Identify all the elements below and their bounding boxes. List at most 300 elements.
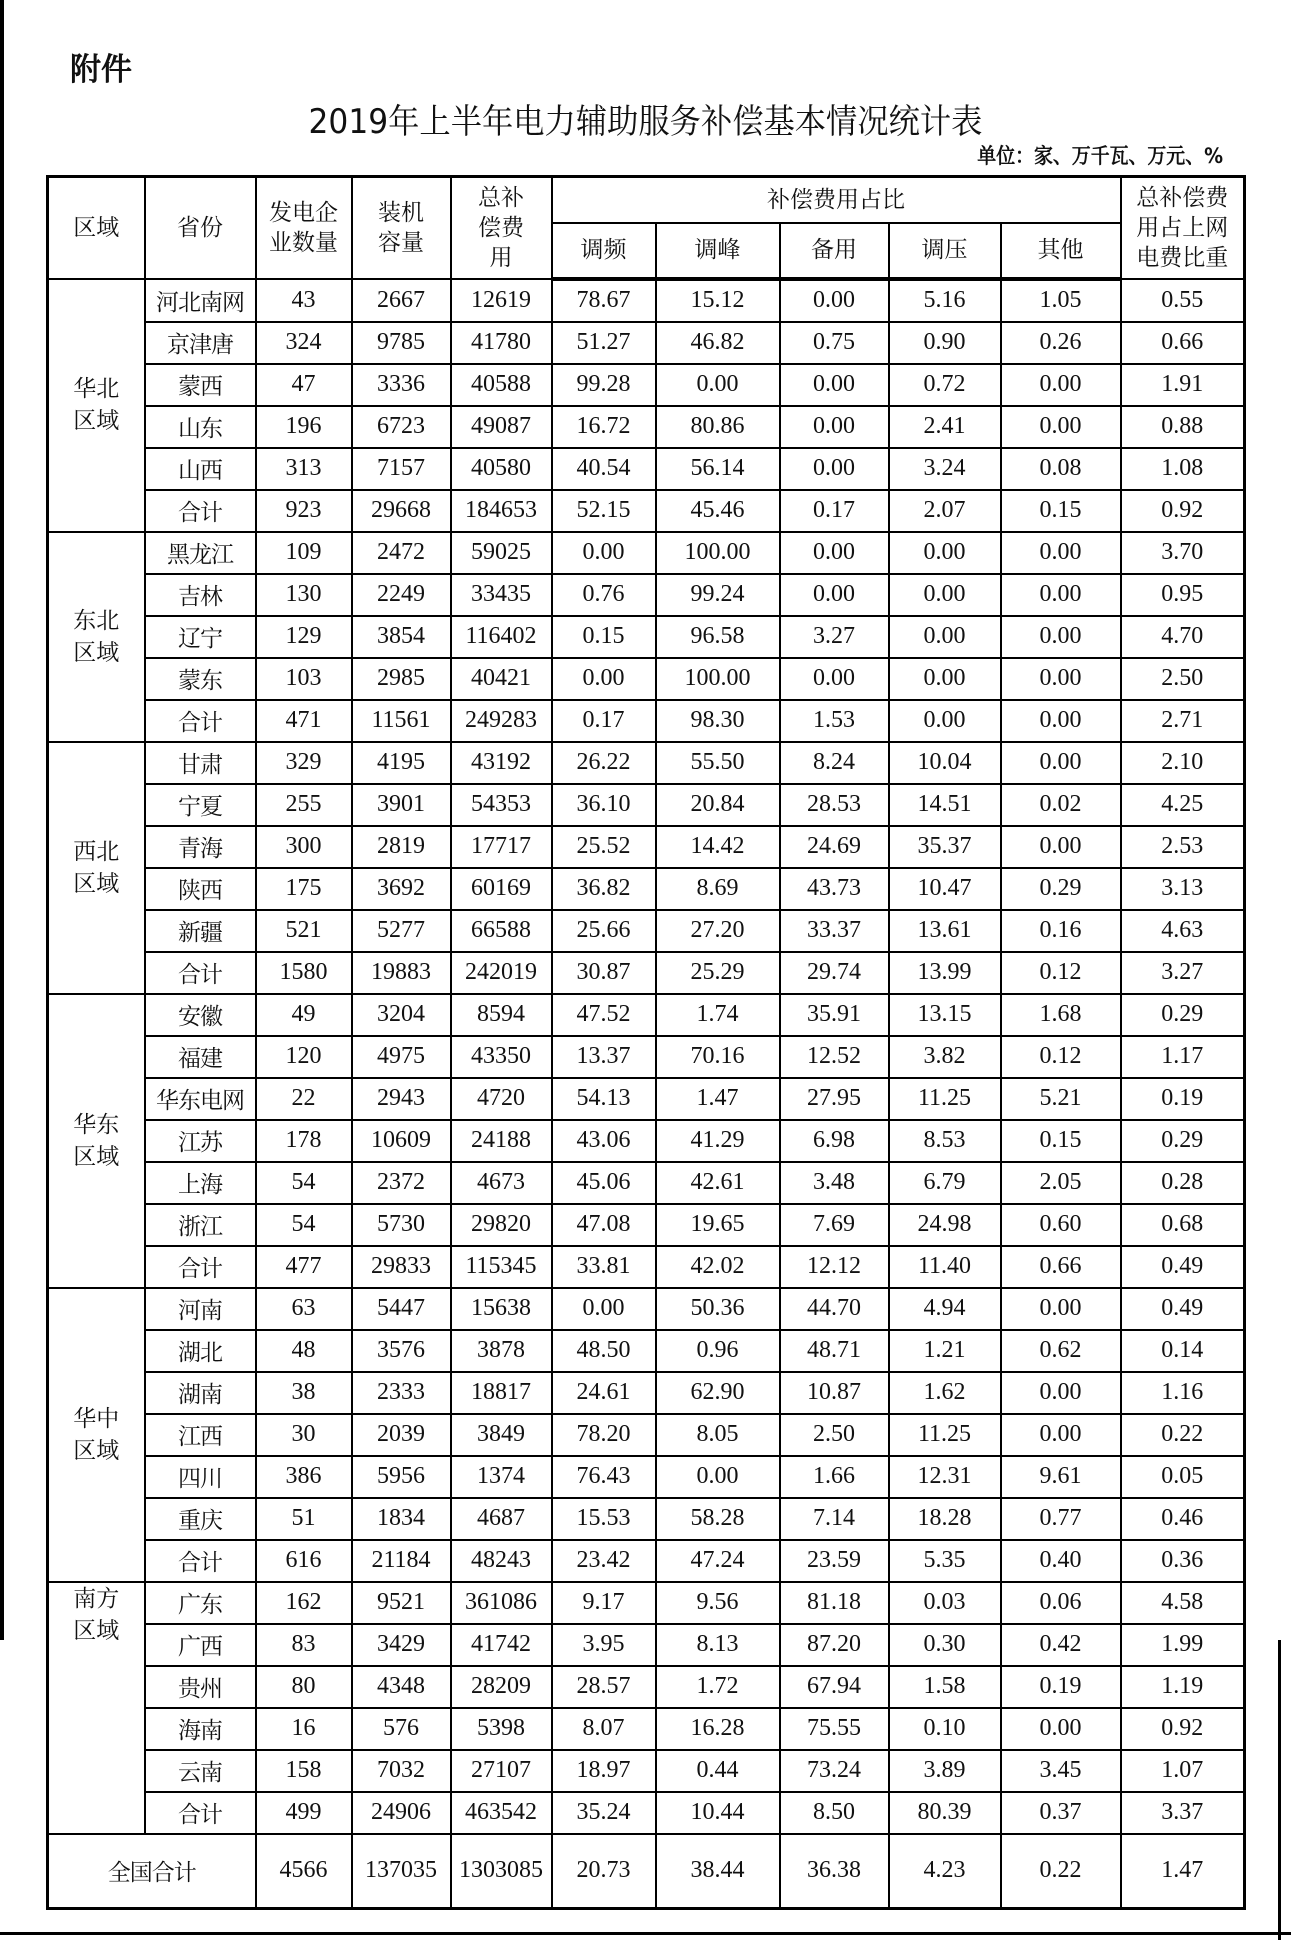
peak-cell: 58.28 — [656, 1498, 780, 1540]
ratio-cell: 1.07 — [1121, 1750, 1245, 1792]
national-reserve-cell: 36.38 — [780, 1834, 889, 1909]
table-row — [48, 1582, 1245, 1624]
total-cell: 361086 — [451, 1582, 552, 1624]
reserve-cell: 1.53 — [780, 700, 889, 742]
table-row — [48, 616, 1245, 658]
ratio-cell: 0.68 — [1121, 1204, 1245, 1246]
peak-cell: 100.00 — [656, 658, 780, 700]
total-cell: 41742 — [451, 1624, 552, 1666]
other-cell: 0.15 — [1001, 1120, 1121, 1162]
peak-cell: 9.56 — [656, 1582, 780, 1624]
other-cell: 0.37 — [1001, 1792, 1121, 1834]
table-row — [48, 826, 1245, 868]
province-cell: 蒙西 — [145, 364, 256, 406]
freq-cell: 51.27 — [552, 322, 656, 364]
reserve-cell: 7.69 — [780, 1204, 889, 1246]
other-cell: 0.00 — [1001, 742, 1121, 784]
header-capacity: 装机容量 — [352, 177, 451, 279]
other-cell: 0.00 — [1001, 1414, 1121, 1456]
capacity-cell: 7032 — [352, 1750, 451, 1792]
ratio-cell: 0.19 — [1121, 1078, 1245, 1120]
total-cell: 33435 — [451, 574, 552, 616]
peak-cell: 27.20 — [656, 910, 780, 952]
other-cell: 0.08 — [1001, 448, 1121, 490]
companies-cell: 329 — [256, 742, 352, 784]
other-cell: 0.16 — [1001, 910, 1121, 952]
voltage-cell: 10.47 — [889, 868, 1001, 910]
other-cell: 0.12 — [1001, 952, 1121, 994]
voltage-cell: 13.99 — [889, 952, 1001, 994]
table-row — [48, 1120, 1245, 1162]
capacity-cell: 9785 — [352, 322, 451, 364]
national-total-cell: 1303085 — [451, 1834, 552, 1909]
companies-cell: 51 — [256, 1498, 352, 1540]
ratio-cell: 0.49 — [1121, 1288, 1245, 1330]
peak-cell: 0.96 — [656, 1330, 780, 1372]
freq-cell: 28.57 — [552, 1666, 656, 1708]
voltage-cell: 11.40 — [889, 1246, 1001, 1288]
voltage-cell: 1.21 — [889, 1330, 1001, 1372]
peak-cell: 96.58 — [656, 616, 780, 658]
region-cell: 华北区域 — [48, 279, 145, 532]
province-cell: 新疆 — [145, 910, 256, 952]
total-cell: 12619 — [451, 279, 552, 322]
reserve-cell: 0.00 — [780, 364, 889, 406]
ratio-cell: 3.70 — [1121, 532, 1245, 574]
total-cell: 54353 — [451, 784, 552, 826]
header-total-compensation: 总补偿费用 — [451, 177, 552, 279]
peak-cell: 70.16 — [656, 1036, 780, 1078]
province-cell: 合计 — [145, 1540, 256, 1582]
total-cell: 3849 — [451, 1414, 552, 1456]
voltage-cell: 1.62 — [889, 1372, 1001, 1414]
table-row — [48, 1372, 1245, 1414]
reserve-cell: 12.52 — [780, 1036, 889, 1078]
voltage-cell: 0.30 — [889, 1624, 1001, 1666]
province-cell: 江西 — [145, 1414, 256, 1456]
reserve-cell: 73.24 — [780, 1750, 889, 1792]
peak-cell: 1.74 — [656, 994, 780, 1036]
other-cell: 0.62 — [1001, 1330, 1121, 1372]
ratio-cell: 0.55 — [1121, 279, 1245, 322]
ratio-cell: 0.29 — [1121, 1120, 1245, 1162]
capacity-cell: 3429 — [352, 1624, 451, 1666]
ratio-cell: 0.05 — [1121, 1456, 1245, 1498]
other-cell: 0.19 — [1001, 1666, 1121, 1708]
other-cell: 3.45 — [1001, 1750, 1121, 1792]
other-cell: 0.40 — [1001, 1540, 1121, 1582]
reserve-cell: 0.17 — [780, 490, 889, 532]
capacity-cell: 3576 — [352, 1330, 451, 1372]
other-cell: 0.60 — [1001, 1204, 1121, 1246]
voltage-cell: 2.41 — [889, 406, 1001, 448]
companies-cell: 109 — [256, 532, 352, 574]
ratio-cell: 1.08 — [1121, 448, 1245, 490]
reserve-cell: 48.71 — [780, 1330, 889, 1372]
other-cell: 0.02 — [1001, 784, 1121, 826]
ratio-cell: 2.53 — [1121, 826, 1245, 868]
freq-cell: 45.06 — [552, 1162, 656, 1204]
province-cell: 黑龙江 — [145, 532, 256, 574]
reserve-cell: 0.00 — [780, 448, 889, 490]
reserve-cell: 67.94 — [780, 1666, 889, 1708]
reserve-cell: 43.73 — [780, 868, 889, 910]
capacity-cell: 11561 — [352, 700, 451, 742]
voltage-cell: 12.31 — [889, 1456, 1001, 1498]
capacity-cell: 3692 — [352, 868, 451, 910]
capacity-cell: 5447 — [352, 1288, 451, 1330]
header-ratio: 总补偿费用占上网电费比重 — [1121, 177, 1245, 279]
companies-cell: 324 — [256, 322, 352, 364]
province-cell: 宁夏 — [145, 784, 256, 826]
companies-cell: 196 — [256, 406, 352, 448]
other-cell: 0.00 — [1001, 406, 1121, 448]
reserve-cell: 29.74 — [780, 952, 889, 994]
freq-cell: 9.17 — [552, 1582, 656, 1624]
capacity-cell: 6723 — [352, 406, 451, 448]
peak-cell: 8.69 — [656, 868, 780, 910]
province-cell: 上海 — [145, 1162, 256, 1204]
table-row — [48, 1414, 1245, 1456]
national-ratio-cell: 1.47 — [1121, 1834, 1245, 1909]
freq-cell: 0.15 — [552, 616, 656, 658]
national-capacity-cell: 137035 — [352, 1834, 451, 1909]
peak-cell: 10.44 — [656, 1792, 780, 1834]
province-cell: 甘肃 — [145, 742, 256, 784]
freq-cell: 25.52 — [552, 826, 656, 868]
capacity-cell: 1834 — [352, 1498, 451, 1540]
companies-cell: 175 — [256, 868, 352, 910]
voltage-cell: 0.00 — [889, 700, 1001, 742]
table-row — [48, 994, 1245, 1036]
voltage-cell: 3.89 — [889, 1750, 1001, 1792]
table-row — [48, 658, 1245, 700]
total-cell: 8594 — [451, 994, 552, 1036]
national-total-label: 全国合计 — [48, 1834, 256, 1909]
table-row — [48, 1708, 1245, 1750]
freq-cell: 16.72 — [552, 406, 656, 448]
ratio-cell: 3.27 — [1121, 952, 1245, 994]
reserve-cell: 24.69 — [780, 826, 889, 868]
total-cell: 41780 — [451, 322, 552, 364]
freq-cell: 30.87 — [552, 952, 656, 994]
table-row — [48, 1162, 1245, 1204]
total-cell: 40421 — [451, 658, 552, 700]
other-cell: 9.61 — [1001, 1456, 1121, 1498]
voltage-cell: 6.79 — [889, 1162, 1001, 1204]
ratio-cell: 0.49 — [1121, 1246, 1245, 1288]
total-cell: 43192 — [451, 742, 552, 784]
reserve-cell: 0.00 — [780, 406, 889, 448]
voltage-cell: 0.90 — [889, 322, 1001, 364]
reserve-cell: 12.12 — [780, 1246, 889, 1288]
other-cell: 0.06 — [1001, 1582, 1121, 1624]
region-cell: 西北区域 — [48, 742, 145, 994]
companies-cell: 300 — [256, 826, 352, 868]
province-cell: 山西 — [145, 448, 256, 490]
scan-border-bottom — [0, 1932, 1291, 1935]
ratio-cell: 0.36 — [1121, 1540, 1245, 1582]
peak-cell: 1.72 — [656, 1666, 780, 1708]
voltage-cell: 0.10 — [889, 1708, 1001, 1750]
reserve-cell: 23.59 — [780, 1540, 889, 1582]
freq-cell: 23.42 — [552, 1540, 656, 1582]
province-cell: 浙江 — [145, 1204, 256, 1246]
header-region: 区域 — [48, 177, 145, 279]
province-cell: 福建 — [145, 1036, 256, 1078]
peak-cell: 42.61 — [656, 1162, 780, 1204]
province-cell: 辽宁 — [145, 616, 256, 658]
total-cell: 60169 — [451, 868, 552, 910]
total-cell: 1374 — [451, 1456, 552, 1498]
ratio-cell: 0.28 — [1121, 1162, 1245, 1204]
capacity-cell: 2039 — [352, 1414, 451, 1456]
voltage-cell: 0.03 — [889, 1582, 1001, 1624]
header-reserve: 备用 — [780, 223, 889, 279]
peak-cell: 47.24 — [656, 1540, 780, 1582]
total-cell: 49087 — [451, 406, 552, 448]
national-peak-cell: 38.44 — [656, 1834, 780, 1909]
total-cell: 18817 — [451, 1372, 552, 1414]
table-row — [48, 700, 1245, 742]
freq-cell: 8.07 — [552, 1708, 656, 1750]
ratio-cell: 3.13 — [1121, 868, 1245, 910]
reserve-cell: 6.98 — [780, 1120, 889, 1162]
reserve-cell: 10.87 — [780, 1372, 889, 1414]
voltage-cell: 18.28 — [889, 1498, 1001, 1540]
header-share-group: 补偿费用占比 — [552, 177, 1121, 223]
attachment-label: 附件 — [70, 52, 132, 88]
capacity-cell: 3336 — [352, 364, 451, 406]
peak-cell: 50.36 — [656, 1288, 780, 1330]
total-cell: 66588 — [451, 910, 552, 952]
freq-cell: 52.15 — [552, 490, 656, 532]
header-peak: 调峰 — [656, 223, 780, 279]
peak-cell: 8.13 — [656, 1624, 780, 1666]
table-row — [48, 1750, 1245, 1792]
capacity-cell: 2819 — [352, 826, 451, 868]
table-row — [48, 1078, 1245, 1120]
total-cell: 15638 — [451, 1288, 552, 1330]
total-cell: 28209 — [451, 1666, 552, 1708]
peak-cell: 45.46 — [656, 490, 780, 532]
companies-cell: 83 — [256, 1624, 352, 1666]
freq-cell: 48.50 — [552, 1330, 656, 1372]
other-cell: 0.00 — [1001, 700, 1121, 742]
capacity-cell: 5956 — [352, 1456, 451, 1498]
capacity-cell: 19883 — [352, 952, 451, 994]
province-cell: 山东 — [145, 406, 256, 448]
ratio-cell: 1.91 — [1121, 364, 1245, 406]
header-voltage: 调压 — [889, 223, 1001, 279]
companies-cell: 158 — [256, 1750, 352, 1792]
reserve-cell: 75.55 — [780, 1708, 889, 1750]
province-cell: 海南 — [145, 1708, 256, 1750]
capacity-cell: 3204 — [352, 994, 451, 1036]
header-companies: 发电企业数量 — [256, 177, 352, 279]
other-cell: 0.66 — [1001, 1246, 1121, 1288]
companies-cell: 63 — [256, 1288, 352, 1330]
peak-cell: 42.02 — [656, 1246, 780, 1288]
capacity-cell: 21184 — [352, 1540, 451, 1582]
total-cell: 17717 — [451, 826, 552, 868]
province-cell: 重庆 — [145, 1498, 256, 1540]
voltage-cell: 0.00 — [889, 532, 1001, 574]
voltage-cell: 5.16 — [889, 279, 1001, 322]
reserve-cell: 1.66 — [780, 1456, 889, 1498]
capacity-cell: 10609 — [352, 1120, 451, 1162]
table-row — [48, 784, 1245, 826]
province-cell: 华东电网 — [145, 1078, 256, 1120]
voltage-cell: 13.61 — [889, 910, 1001, 952]
ratio-cell: 1.16 — [1121, 1372, 1245, 1414]
peak-cell: 0.00 — [656, 364, 780, 406]
voltage-cell: 1.58 — [889, 1666, 1001, 1708]
province-cell: 合计 — [145, 952, 256, 994]
voltage-cell: 3.82 — [889, 1036, 1001, 1078]
peak-cell: 99.24 — [656, 574, 780, 616]
other-cell: 0.00 — [1001, 1288, 1121, 1330]
peak-cell: 55.50 — [656, 742, 780, 784]
other-cell: 0.00 — [1001, 574, 1121, 616]
peak-cell: 41.29 — [656, 1120, 780, 1162]
total-cell: 27107 — [451, 1750, 552, 1792]
capacity-cell: 29833 — [352, 1246, 451, 1288]
capacity-cell: 4975 — [352, 1036, 451, 1078]
freq-cell: 36.10 — [552, 784, 656, 826]
voltage-cell: 2.07 — [889, 490, 1001, 532]
companies-cell: 30 — [256, 1414, 352, 1456]
ratio-cell: 2.10 — [1121, 742, 1245, 784]
reserve-cell: 8.24 — [780, 742, 889, 784]
reserve-cell: 33.37 — [780, 910, 889, 952]
province-cell: 云南 — [145, 1750, 256, 1792]
other-cell: 0.12 — [1001, 1036, 1121, 1078]
freq-cell: 40.54 — [552, 448, 656, 490]
total-cell: 4687 — [451, 1498, 552, 1540]
table-row — [48, 1624, 1245, 1666]
province-cell: 合计 — [145, 1246, 256, 1288]
province-cell: 湖北 — [145, 1330, 256, 1372]
province-cell: 湖南 — [145, 1372, 256, 1414]
voltage-cell: 35.37 — [889, 826, 1001, 868]
table-row — [48, 1792, 1245, 1834]
companies-cell: 103 — [256, 658, 352, 700]
other-cell: 0.00 — [1001, 826, 1121, 868]
table-row — [48, 1288, 1245, 1330]
companies-cell: 313 — [256, 448, 352, 490]
companies-cell: 120 — [256, 1036, 352, 1078]
peak-cell: 80.86 — [656, 406, 780, 448]
ratio-cell: 0.22 — [1121, 1414, 1245, 1456]
ratio-cell: 1.17 — [1121, 1036, 1245, 1078]
reserve-cell: 2.50 — [780, 1414, 889, 1456]
freq-cell: 36.82 — [552, 868, 656, 910]
capacity-cell: 5730 — [352, 1204, 451, 1246]
freq-cell: 26.22 — [552, 742, 656, 784]
companies-cell: 477 — [256, 1246, 352, 1288]
voltage-cell: 0.00 — [889, 658, 1001, 700]
reserve-cell: 8.50 — [780, 1792, 889, 1834]
companies-cell: 80 — [256, 1666, 352, 1708]
total-cell: 184653 — [451, 490, 552, 532]
voltage-cell: 0.00 — [889, 616, 1001, 658]
capacity-cell: 9521 — [352, 1582, 451, 1624]
peak-cell: 100.00 — [656, 532, 780, 574]
capacity-cell: 2249 — [352, 574, 451, 616]
national-companies-cell: 4566 — [256, 1834, 352, 1909]
reserve-cell: 0.00 — [780, 279, 889, 322]
total-cell: 116402 — [451, 616, 552, 658]
province-cell: 贵州 — [145, 1666, 256, 1708]
table-row — [48, 532, 1245, 574]
province-cell: 河北南网 — [145, 279, 256, 322]
freq-cell: 18.97 — [552, 1750, 656, 1792]
freq-cell: 33.81 — [552, 1246, 656, 1288]
table-row — [48, 448, 1245, 490]
peak-cell: 25.29 — [656, 952, 780, 994]
peak-cell: 56.14 — [656, 448, 780, 490]
reserve-cell: 44.70 — [780, 1288, 889, 1330]
voltage-cell: 14.51 — [889, 784, 1001, 826]
other-cell: 0.00 — [1001, 532, 1121, 574]
table-row — [48, 1204, 1245, 1246]
national-total-row — [48, 1834, 1245, 1909]
total-cell: 29820 — [451, 1204, 552, 1246]
statistics-table — [46, 175, 1246, 1910]
header-other: 其他 — [1001, 223, 1121, 279]
total-cell: 4720 — [451, 1078, 552, 1120]
freq-cell: 47.08 — [552, 1204, 656, 1246]
companies-cell: 54 — [256, 1204, 352, 1246]
national-other-cell: 0.22 — [1001, 1834, 1121, 1909]
freq-cell: 76.43 — [552, 1456, 656, 1498]
province-cell: 江苏 — [145, 1120, 256, 1162]
peak-cell: 14.42 — [656, 826, 780, 868]
companies-cell: 616 — [256, 1540, 352, 1582]
companies-cell: 521 — [256, 910, 352, 952]
province-cell: 河南 — [145, 1288, 256, 1330]
capacity-cell: 3901 — [352, 784, 451, 826]
province-cell: 陕西 — [145, 868, 256, 910]
companies-cell: 386 — [256, 1456, 352, 1498]
freq-cell: 25.66 — [552, 910, 656, 952]
region-cell: 南方区域 — [48, 1582, 145, 1834]
table-row — [48, 1330, 1245, 1372]
companies-cell: 162 — [256, 1582, 352, 1624]
total-cell: 48243 — [451, 1540, 552, 1582]
other-cell: 0.15 — [1001, 490, 1121, 532]
peak-cell: 0.00 — [656, 1456, 780, 1498]
companies-cell: 54 — [256, 1162, 352, 1204]
companies-cell: 130 — [256, 574, 352, 616]
reserve-cell: 28.53 — [780, 784, 889, 826]
freq-cell: 0.76 — [552, 574, 656, 616]
voltage-cell: 11.25 — [889, 1078, 1001, 1120]
reserve-cell: 3.27 — [780, 616, 889, 658]
voltage-cell: 11.25 — [889, 1414, 1001, 1456]
voltage-cell: 5.35 — [889, 1540, 1001, 1582]
total-cell: 40580 — [451, 448, 552, 490]
freq-cell: 0.00 — [552, 1288, 656, 1330]
companies-cell: 923 — [256, 490, 352, 532]
national-freq-cell: 20.73 — [552, 1834, 656, 1909]
other-cell: 0.29 — [1001, 868, 1121, 910]
table-row — [48, 364, 1245, 406]
peak-cell: 19.65 — [656, 1204, 780, 1246]
province-cell: 合计 — [145, 1792, 256, 1834]
peak-cell: 46.82 — [656, 322, 780, 364]
